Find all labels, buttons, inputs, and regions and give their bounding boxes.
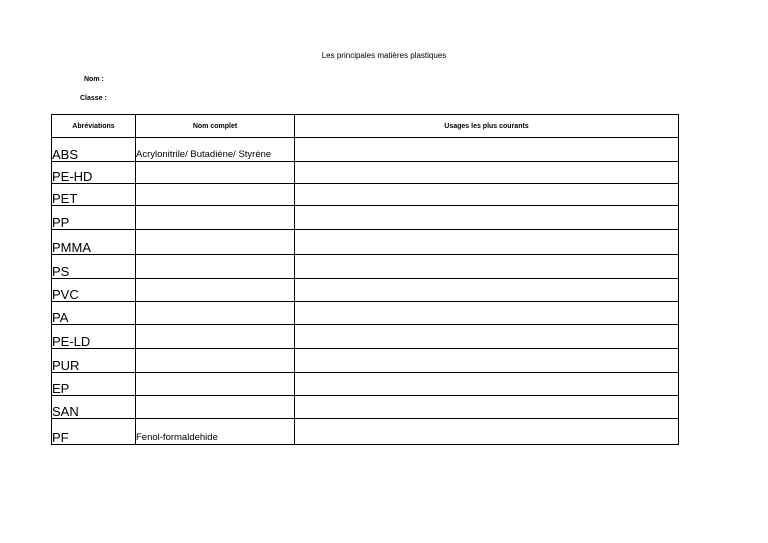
usage-cell[interactable]	[295, 396, 679, 419]
table-row	[52, 325, 679, 349]
plastics-table	[51, 114, 679, 445]
header-usages: Usages les plus courants	[295, 115, 679, 138]
abbreviation-cell: PA	[52, 302, 136, 325]
table-header-row	[52, 115, 679, 138]
abbreviation-cell: PS	[52, 255, 136, 279]
abbreviation-cell: PF	[52, 419, 136, 445]
usage-cell[interactable]	[295, 138, 679, 162]
table-row	[52, 184, 679, 206]
full-name-cell[interactable]	[136, 184, 295, 206]
full-name-cell[interactable]	[136, 230, 295, 255]
usage-cell[interactable]	[295, 302, 679, 325]
usage-cell[interactable]	[295, 419, 679, 445]
nom-label: Nom :	[84, 76, 104, 83]
table-row	[52, 206, 679, 230]
usage-cell[interactable]	[295, 255, 679, 279]
table-row	[52, 396, 679, 419]
full-name-cell[interactable]	[136, 162, 295, 184]
usage-cell[interactable]	[295, 162, 679, 184]
abbreviation-cell: PUR	[52, 349, 136, 373]
header-abbreviations: Abréviations	[52, 115, 136, 138]
table-row	[52, 419, 679, 445]
abbreviation-cell: EP	[52, 373, 136, 396]
abbreviation-cell: PE-HD	[52, 162, 136, 184]
full-name-cell[interactable]	[136, 396, 295, 419]
usage-cell[interactable]	[295, 325, 679, 349]
header-full-name: Nom complet	[136, 115, 295, 138]
table-row	[52, 373, 679, 396]
abbreviation-cell: PMMA	[52, 230, 136, 255]
usage-cell[interactable]	[295, 279, 679, 302]
abbreviation-cell: ABS	[52, 138, 136, 162]
usage-cell[interactable]	[295, 373, 679, 396]
table-row	[52, 302, 679, 325]
abbreviation-cell: PET	[52, 184, 136, 206]
full-name-cell[interactable]	[136, 279, 295, 302]
classe-label: Classe :	[80, 95, 107, 102]
full-name-cell[interactable]	[136, 206, 295, 230]
table-row	[52, 279, 679, 302]
usage-cell[interactable]	[295, 349, 679, 373]
table-row	[52, 138, 679, 162]
table-row	[52, 349, 679, 373]
full-name-cell[interactable]	[136, 349, 295, 373]
abbreviation-cell: SAN	[52, 396, 136, 419]
abbreviation-cell: PE-LD	[52, 325, 136, 349]
usage-cell[interactable]	[295, 230, 679, 255]
abbreviation-cell: PP	[52, 206, 136, 230]
full-name-cell[interactable]	[136, 255, 295, 279]
abbreviation-cell: PVC	[52, 279, 136, 302]
table-row	[52, 255, 679, 279]
full-name-cell[interactable]	[136, 373, 295, 396]
full-name-cell[interactable]: Acrylonitrile/ Butadiène/ Styrène	[136, 138, 295, 162]
full-name-cell[interactable]: Fenol-formaldehide	[136, 419, 295, 445]
usage-cell[interactable]	[295, 206, 679, 230]
usage-cell[interactable]	[295, 184, 679, 206]
full-name-cell[interactable]	[136, 325, 295, 349]
table-row	[52, 230, 679, 255]
document-title: Les principales matières plastiques	[321, 51, 447, 60]
table-row	[52, 162, 679, 184]
full-name-cell[interactable]	[136, 302, 295, 325]
